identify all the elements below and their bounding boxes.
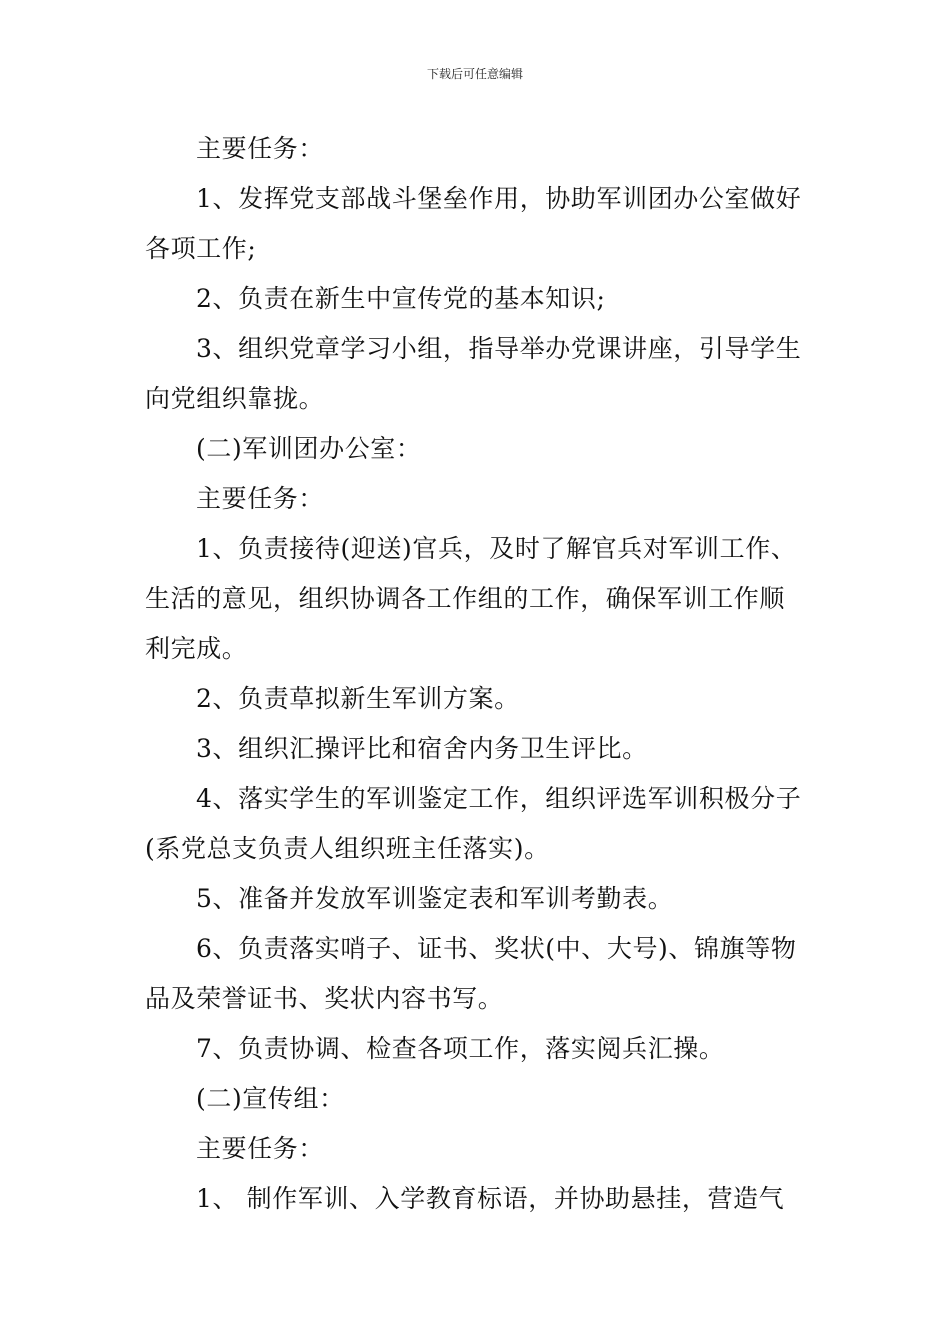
paragraph-task-office-1: 1、负责接待(迎送)官兵，及时了解官兵对军训工作、生活的意见，组织协调各工作组的工作，确保军训工作顺利完成。: [145, 534, 797, 663]
section-heading-office: (二)军训团办公室：: [196, 434, 422, 463]
paragraph-task-publicity-1: 1、 制作军训、入学教育标语，并协助悬挂，营造气: [196, 1184, 785, 1213]
paragraph-task-party-2: 2、负责在新生中宣传党的基本知识;: [196, 284, 606, 313]
paragraph-main-task-1: 主要任务：: [196, 134, 325, 163]
paragraph-task-office-2: 2、负责草拟新生军训方案。: [196, 684, 520, 713]
paragraph-task-office-7: 7、负责协调、检查各项工作，落实阅兵汇操。: [196, 1034, 725, 1063]
page-header: 下载后可任意编辑: [426, 67, 523, 81]
paragraph-task-party-1: 1、发挥党支部战斗堡垒作用，协助军训团办公室做好各项工作;: [145, 184, 802, 263]
paragraph-task-office-3: 3、组织汇操评比和宿舍内务卫生评比。: [196, 734, 648, 763]
section-heading-publicity: (二)宣传组：: [196, 1084, 345, 1113]
paragraph-task-office-4: 4、落实学生的军训鉴定工作，组织评选军训积极分子(系党总支负责人组织班主任落实)。: [145, 784, 802, 863]
paragraph-main-task-3: 主要任务：: [196, 1134, 325, 1163]
paragraph-task-party-3: 3、组织党章学习小组，指导举办党课讲座，引导学生向党组织靠拢。: [145, 334, 802, 413]
document-body: [145, 124, 810, 1224]
paragraph-task-office-5: 5、准备并发放军训鉴定表和军训考勤表。: [196, 884, 674, 913]
paragraph-task-office-6: 6、负责落实哨子、证书、奖状(中、大号)、锦旗等物品及荣誉证书、奖状内容书写。: [145, 934, 797, 1013]
paragraph-main-task-2: 主要任务：: [196, 484, 325, 513]
